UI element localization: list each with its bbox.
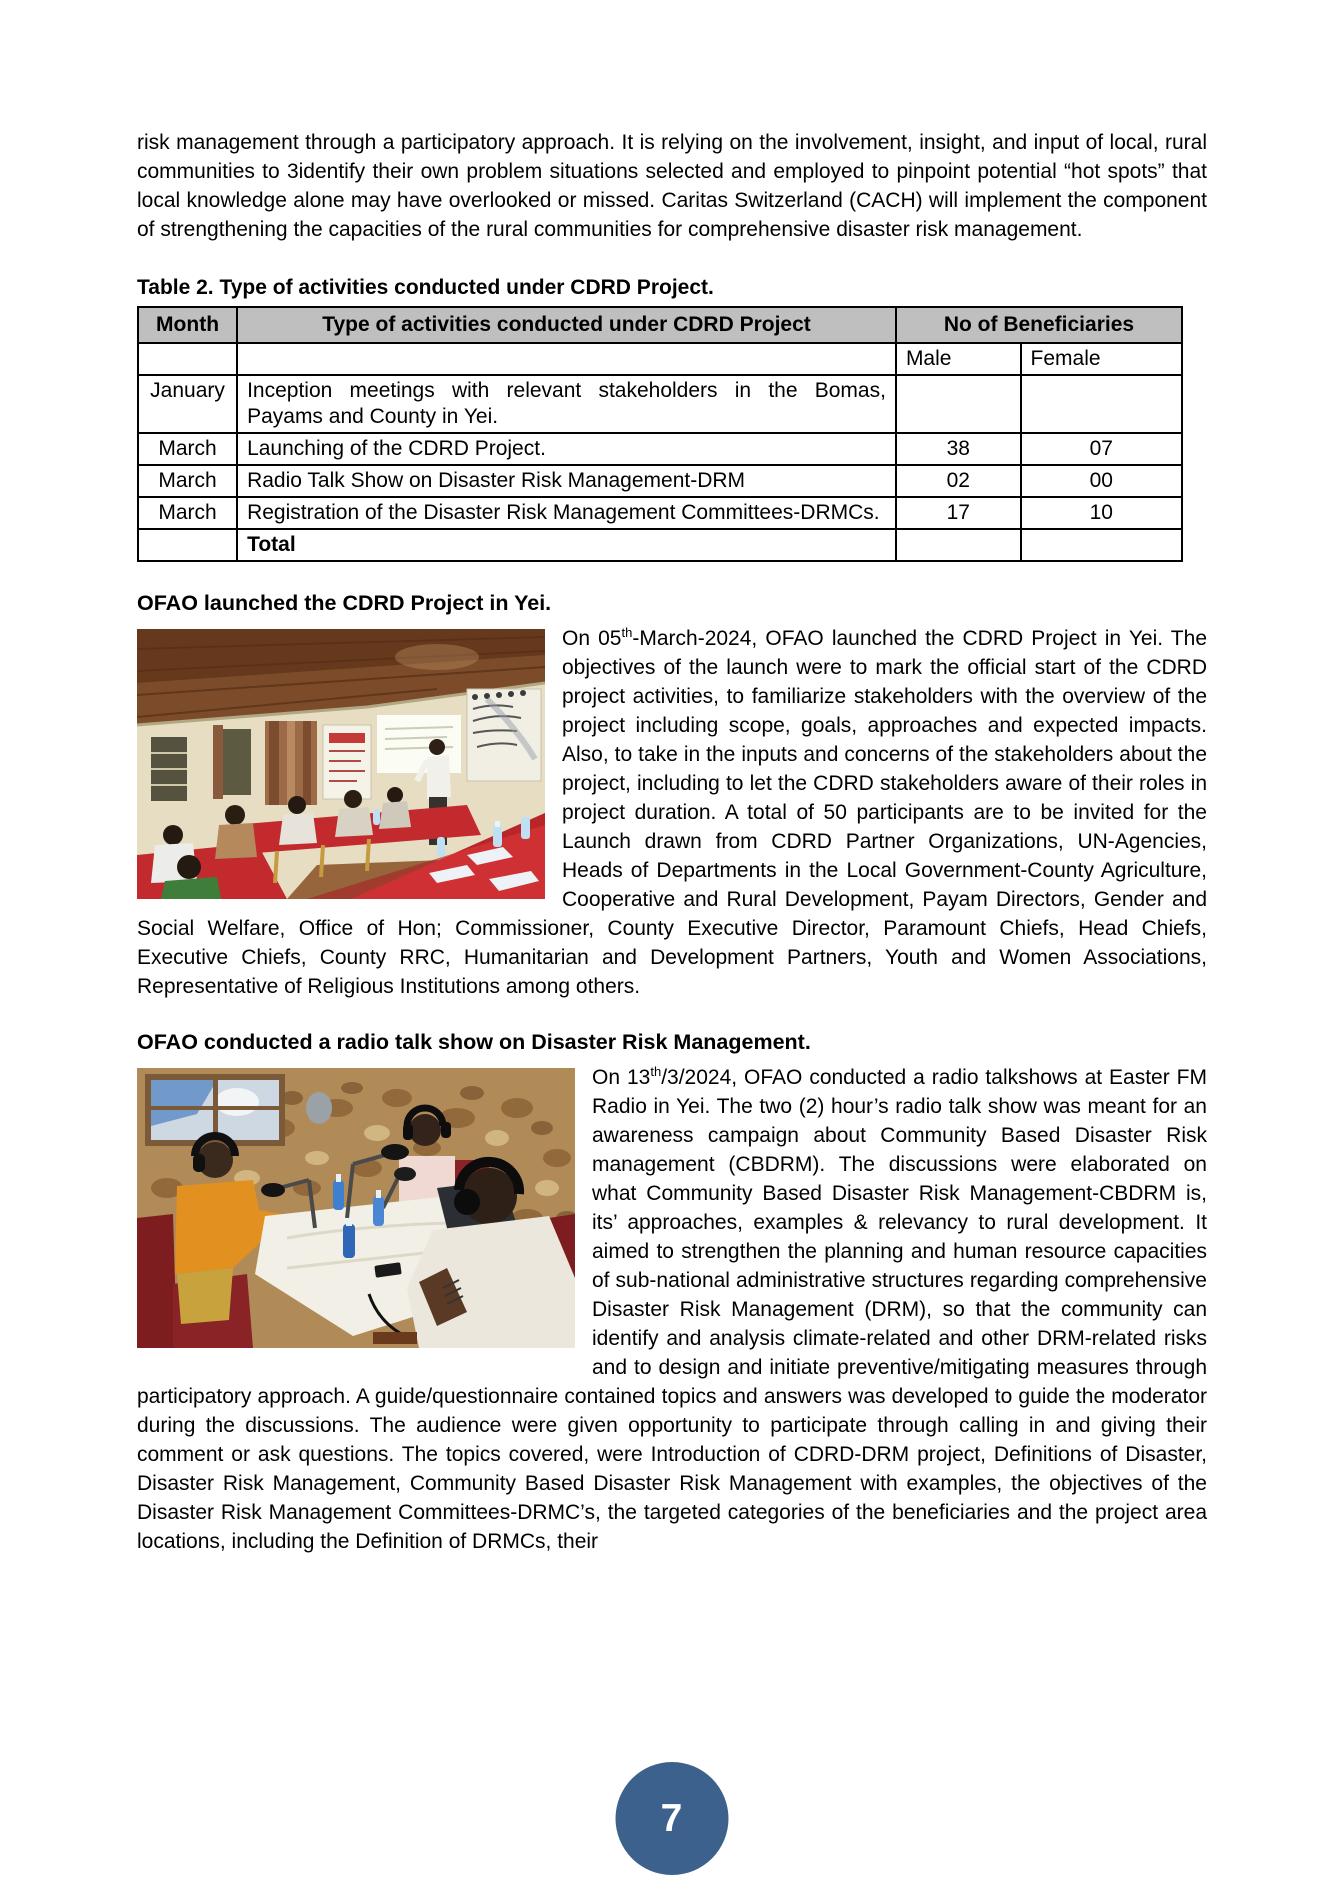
activities-table bbox=[137, 306, 1183, 562]
launch-photo bbox=[137, 629, 545, 899]
cell-month: March bbox=[138, 465, 237, 497]
radio-section-heading: OFAO conducted a radio talk show on Disaster Risk Management. bbox=[137, 1030, 811, 1054]
table-subheader-row bbox=[138, 343, 1182, 375]
table-header-beneficiaries: No of Beneficiaries bbox=[896, 307, 1182, 343]
launch-paragraph: On 05th-March-2024, OFAO launched the CDRD Project in Yei. The objectives of the launch were to mark the official start of the CDRD project activities, to familiarize stakeholders with the overview of the project including scope, goals, approaches and expected impacts. Also, to take in the inputs and concerns of the stakeholders about the project, including to let the CDRD stakeholders aware of their roles in project duration. A total of 50 participants are to be invited for the Launch drawn from CDRD Partner Organizations, UN-Agencies, Heads of Departments in the Local Government-County Agriculture, Cooperative and Rural Development, Payam Directors, Gender and Social Welfare, Office of Hon; Commissioner, County Executive Director, Paramount Chiefs, Head Chiefs, Executive Chiefs, County RRC, Humanitarian and Development Partners, Youth and Women Associations, Representative of Religious Institutions among others. bbox=[137, 625, 1207, 998]
cell-activity: Registration of the Disaster Risk Management Committees-DRMCs. bbox=[237, 497, 896, 529]
cell-female: 07 bbox=[1021, 433, 1182, 465]
cell-male: 17 bbox=[896, 497, 1021, 529]
table-subheader-male: Male bbox=[896, 343, 1021, 375]
ordinal-superscript: th bbox=[650, 1064, 662, 1079]
cell-month: March bbox=[138, 433, 237, 465]
table-row bbox=[138, 465, 1182, 497]
table-header-activity: Type of activities conducted under CDRD Project bbox=[237, 307, 896, 343]
cell-activity: Radio Talk Show on Disaster Risk Management-DRM bbox=[237, 465, 896, 497]
cell-female bbox=[1021, 375, 1182, 433]
table-row bbox=[138, 375, 1182, 433]
launch-section-heading: OFAO launched the CDRD Project in Yei. bbox=[137, 591, 552, 615]
cell-male: 38 bbox=[896, 433, 1021, 465]
table-total-row bbox=[138, 529, 1182, 561]
cell-female: 00 bbox=[1021, 465, 1182, 497]
table-row bbox=[138, 497, 1182, 529]
table-header-row bbox=[138, 307, 1182, 343]
table-row bbox=[138, 433, 1182, 465]
cell-male: 02 bbox=[896, 465, 1021, 497]
page-content bbox=[137, 128, 1207, 1556]
cell-activity: Launching of the CDRD Project. bbox=[237, 433, 896, 465]
cell-female: 10 bbox=[1021, 497, 1182, 529]
page-number-badge bbox=[615, 1762, 728, 1875]
intro-paragraph: risk management through a participatory approach. It is relying on the involvement, insight, and input of local, rural communities to 3identify their own problem situations selected and employed to pinpoint potential “hot spots” that local knowledge alone may have overlooked or missed. Caritas Switzerland (CACH) will implement the component of strengthening the capacities of the rural communities for comprehensive disaster risk management. bbox=[137, 131, 1207, 241]
cell-male bbox=[896, 375, 1021, 433]
cell-activity: Inception meetings with relevant stakeholders in the Bomas, Payams and County in Yei. bbox=[237, 375, 896, 433]
cell-month: January bbox=[138, 375, 237, 433]
cell-total-label: Total bbox=[237, 529, 896, 561]
cell-month: March bbox=[138, 497, 237, 529]
radio-photo bbox=[137, 1068, 575, 1348]
radio-photo-illustration bbox=[137, 1068, 575, 1348]
radio-paragraph: On 13th/3/2024, OFAO conducted a radio talkshows at Easter FM Radio in Yei. The two (2) hour’s radio talk show was meant for an awareness campaign about Community Based Disaster Risk management (CBDRM). The discussions were elaborated on what Community Based Disaster Risk Management-CBDRM is, its’ approaches, examples & relevancy to rural development. It aimed to strengthen the planning and human resource capacities of sub-national administrative structures regarding comprehensive Disaster Risk Management (DRM), so that the community can identify and analysis climate-related and other DRM-related risks and to design and initiate preventive/mitigating measures through participatory approach. A guide/questionnaire contained topics and answers was developed to guide the moderator during the discussions. The audience were given opportunity to participate through calling in and giving their comment or ask questions. The topics covered, were Introduction of CDRD-DRM project, Definitions of Disaster, Disaster Risk Management, Community Based Disaster Risk Management with examples, the objectives of the Disaster Risk Management Committees-DRMC’s, the targeted categories of the beneficiaries and the project area locations, including the Definition of DRMCs, their bbox=[137, 1064, 1207, 1553]
table-header-month: Month bbox=[138, 307, 237, 343]
table-title: Table 2. Type of activities conducted under CDRD Project. bbox=[137, 276, 714, 299]
ordinal-superscript: th bbox=[621, 625, 633, 640]
table-subheader-female: Female bbox=[1021, 343, 1182, 375]
page-number: 7 bbox=[660, 1796, 683, 1840]
launch-photo-illustration bbox=[137, 629, 545, 899]
